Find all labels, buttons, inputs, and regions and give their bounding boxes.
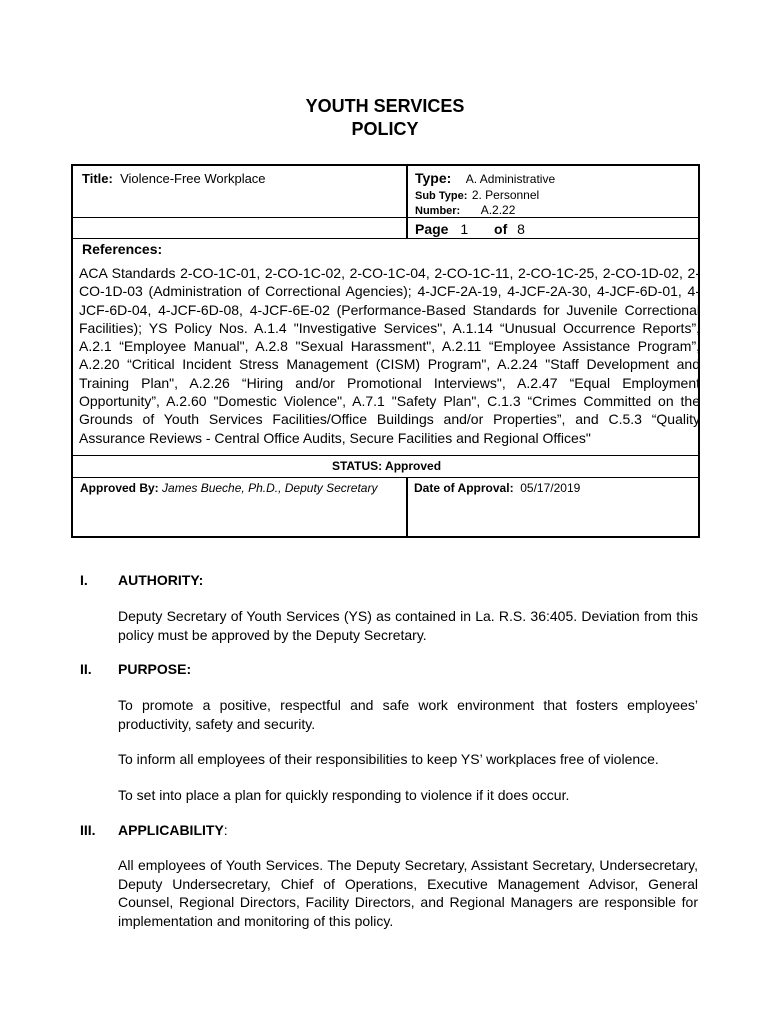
references-text: ACA Standards 2-CO-1C-01, 2-CO-1C-02, 2-CO-1C-04, 2-CO-1C-11, 2-CO-1C-25, 2-CO-1D-02, 2-CO-1D-03 (Administration of Correctional Agencies); 4-JCF-2A-19, 4-JCF-2A-30, 4-JCF-6D-01, 4-JCF-6D-04, 4-JCF-6D-08, 4-JCF-6E-02 (Performance-Based Standards for Juvenile Correctional Facilities); YS Policy Nos. A.1.4 "Investigative Services", A.1.14 “Unusual Occurrence Reports”, A.2.1 “Employee Manual", A.2.8 "Sexual Harassment", A.2.11 “Employee Assistance Program”, A.2.20 “Critical Incident Stress Management (CISM) Program", A.2.24 "Staff Development and Training Plan", A.2.26 “Hiring and/or Promotional Interviews", A.2.47 “Equal Employment Opportunity”, A.2.60 "Domestic Violence", A.7.1 "Safety Plan", C.1.3 “Crimes Committed on the Grounds of Youth Services Facilities/Office Buildings and/or Properties”, and C.5.3 “Quality Assurance Reviews - Central Office Audits, Secure Facilities and Regional Offices" — [79, 265, 700, 446]
references-label: References: — [82, 241, 163, 257]
section-2-number: II. — [80, 661, 92, 677]
approved-by-value: James Bueche, Ph.D., Deputy Secretary — [162, 481, 378, 495]
type-label: Type: — [415, 170, 452, 186]
divider-vertical-bottom — [406, 477, 408, 538]
policy-header-table — [71, 164, 700, 538]
section-3-number: III. — [80, 822, 96, 838]
section-1-number: I. — [80, 572, 88, 588]
of-label: of — [494, 221, 508, 237]
section-2-paragraph-2: To inform all employees of their responsibilities to keep YS’ workplaces free of violence. — [118, 751, 659, 767]
section-1-paragraph: Deputy Secretary of Youth Services (YS) as contained in La. R.S. 36:405. Deviation from this policy must be approved by the Deputy Secretary. — [118, 608, 698, 643]
subtype-value: 2. Personnel — [471, 188, 540, 202]
section-3-paragraph: All employees of Youth Services. The Deputy Secretary, Assistant Secretary, Undersecretary, Deputy Undersecretary, Chief of Operations, Executive Management Advisor, General Counsel, Regional Directors, Facility Directors, and Regional Managers are responsible for implementation and monitoring of this policy. — [118, 857, 698, 929]
number-cell — [415, 201, 515, 219]
page-title-line2: POLICY — [351, 119, 419, 139]
divider-status-bottom — [73, 477, 700, 478]
title-label: Title: — [82, 171, 113, 186]
page-label: Page — [415, 221, 449, 237]
approval-date-cell — [414, 481, 580, 495]
page-total: 8 — [517, 221, 525, 237]
status-text: STATUS: Approved — [331, 459, 442, 473]
section-1-heading: AUTHORITY: — [118, 572, 204, 588]
divider-vertical-top — [406, 166, 408, 239]
page-number: 1 — [460, 221, 469, 237]
section-3-heading-wrap — [118, 822, 228, 838]
subtype-label: Sub Type: — [415, 190, 468, 202]
approved-by-label: Approved By: — [80, 481, 159, 495]
section-2-heading: PURPOSE: — [118, 661, 192, 677]
number-value: A.2.22 — [480, 203, 516, 217]
section-3-heading: APPLICABILITY — [118, 822, 224, 838]
section-3-heading-colon: : — [223, 822, 228, 838]
number-label: Number: — [415, 205, 461, 217]
divider-references-top — [73, 238, 700, 239]
title-cell — [82, 171, 266, 186]
type-value: A. Administrative — [465, 172, 556, 186]
section-2-paragraph-1: To promote a positive, respectful and safe work environment that fosters employees’ productivity, safety and security. — [118, 697, 698, 732]
divider-title-row — [73, 217, 406, 218]
page-count-cell — [415, 221, 525, 237]
page-title-line1: YOUTH SERVICES — [305, 96, 465, 116]
page-title — [0, 95, 770, 141]
title-value: Violence-Free Workplace — [120, 171, 266, 186]
approval-date-label: Date of Approval: — [414, 481, 514, 495]
approval-date-value: 05/17/2019 — [520, 481, 581, 495]
divider-status-top — [73, 455, 700, 456]
approved-by-cell — [80, 481, 377, 495]
section-2-paragraph-3: To set into place a plan for quickly responding to violence if it does occur. — [118, 787, 570, 803]
